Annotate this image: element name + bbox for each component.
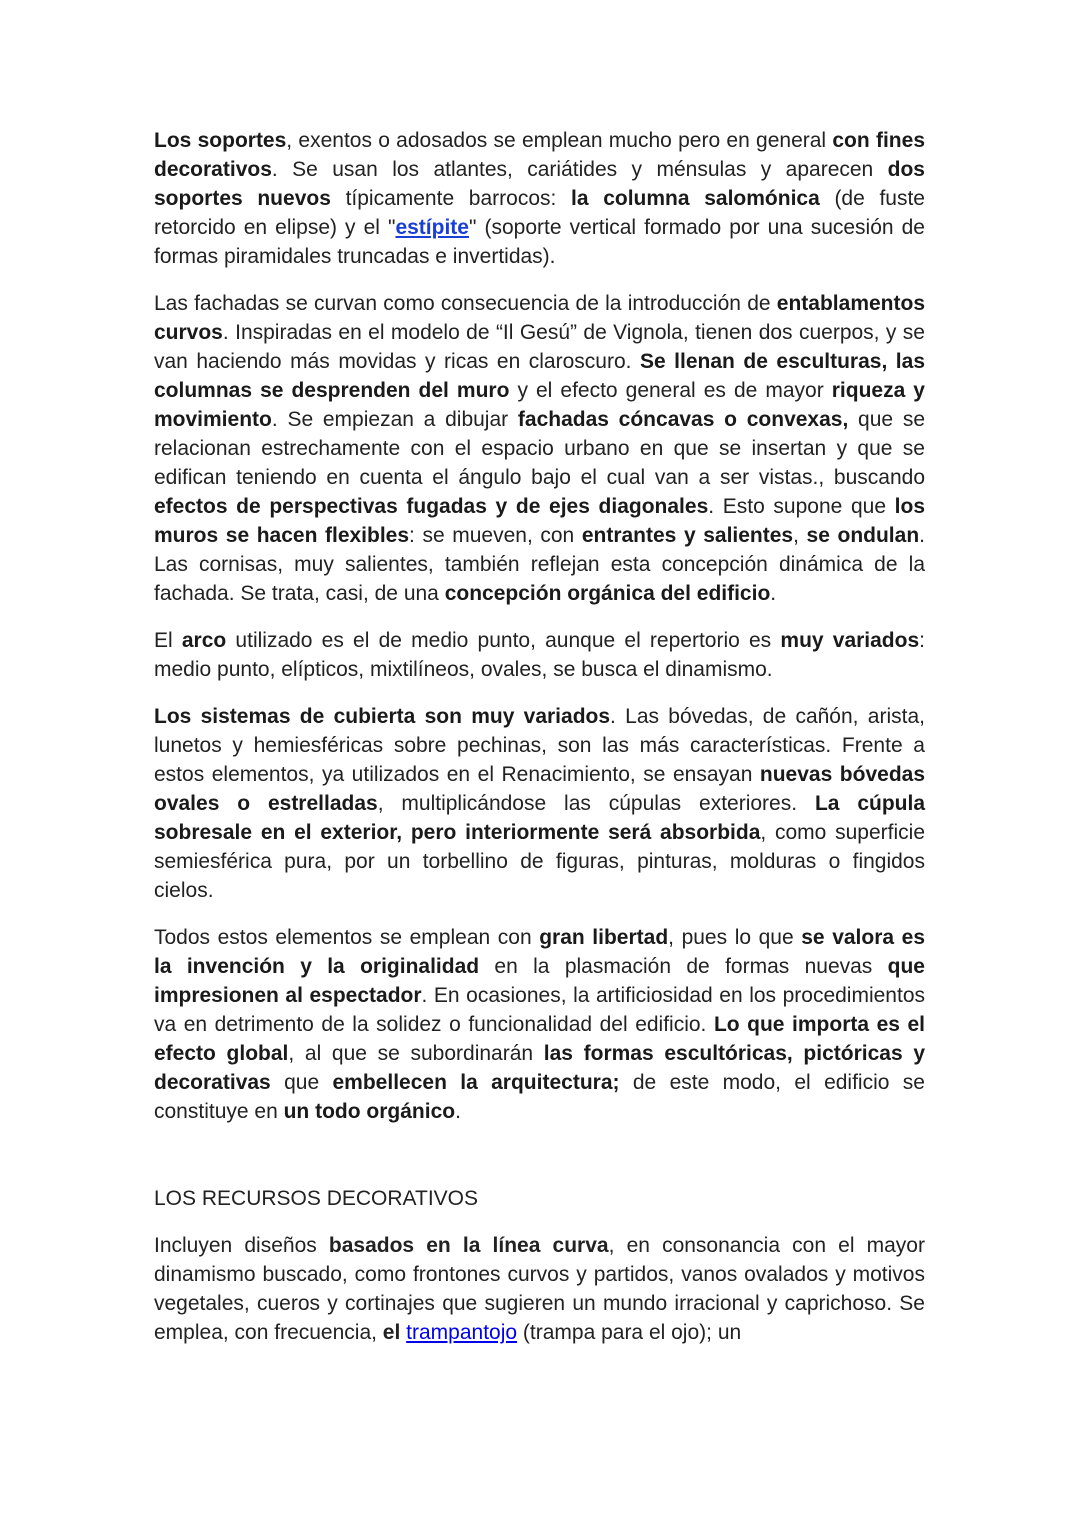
bold-phrase: La cúpula sobresale en el exterior, pero interiormente será absorbida [154,792,925,844]
text-run: , exentos o adosados se emplean mucho pero en general [286,129,833,152]
text-run: Incluyen diseños [154,1234,329,1257]
text-run: . [770,582,777,605]
text-run: típicamente barrocos: [330,187,572,210]
paragraph-libertad [154,923,925,1126]
paragraph-recursos [154,1231,925,1347]
text-run: Las fachadas se curvan como consecuencia de la introducción de [154,292,777,315]
bold-phrase: que impresionen al espectador [154,955,925,1007]
bold-phrase: entablamentos curvos [154,292,925,344]
bold-phrase: dos soportes nuevos [154,158,925,210]
document-page [154,126,925,1347]
bold-phrase: nuevas bóvedas ovales o estrelladas [154,763,926,815]
paragraph-cubierta [154,702,925,905]
text-run: , [793,524,807,547]
paragraph-soportes [154,126,925,271]
text-run: " (soporte vertical formado por una sucesión de formas piramidales truncadas e invertidas). [154,216,925,268]
bold-phrase: concepción orgánica del edificio [444,582,771,605]
text-run: que se relacionan estrechamente con el espacio urbano en que se insertan y que se edifican teniendo en cuenta el ángulo bajo el cual van a ser vistas., buscando [154,408,926,489]
text-run: utilizado es el de medio punto, aunque el repertorio es [226,629,781,652]
bold-phrase: arco [181,629,227,652]
text-run: que [270,1071,333,1094]
bold-phrase: entrantes y salientes [581,524,794,547]
bold-phrase: gran libertad [539,926,669,949]
text-run: . Inspiradas en el modelo de “Il Gesú” de Vignola, tienen dos cuerpos, y se van haciendo más movidas y ricas en claroscuro. [154,321,925,373]
term-link[interactable]: estípite [395,216,469,239]
bold-phrase: riqueza y movimiento [154,379,925,431]
bold-phrase: muy variados [780,629,920,652]
text-run: El [154,629,182,652]
bold-phrase: basados en la línea curva [328,1234,609,1257]
bold-phrase: el [382,1321,401,1344]
text-run: , al que se subordinarán [288,1042,544,1065]
bold-phrase: Se llenan de esculturas, las columnas se desprenden del muro [154,350,925,402]
text-run: , en consonancia con el mayor dinamismo buscado, como frontones curvos y partidos, vanos ovalados y motivos vegetales, cueros y cortinajes que sugieren un mundo irracional y caprichoso. Se emplea, con frecuencia, [154,1234,925,1344]
paragraph-arco [154,626,925,684]
text-run: Todos estos elementos se emplean con [154,926,540,949]
text-run: : se mueven, con [409,524,582,547]
text-run: . [455,1100,461,1123]
section-heading: LOS RECURSOS DECORATIVOS [154,1187,479,1210]
bold-phrase: las formas escultóricas, pictóricas y decorativas [154,1042,925,1094]
bold-phrase: embellecen la arquitectura; [332,1071,620,1094]
bold-phrase: Los soportes [154,129,287,152]
text-run: y el efecto general es de mayor [509,379,832,402]
text-run: , como superficie semiesférica pura, por un torbellino de figuras, pinturas, molduras o fingidos cielos. [154,821,925,902]
bold-phrase: un todo orgánico [283,1100,456,1123]
bold-phrase: fachadas cóncavas o convexas, [517,408,849,431]
paragraph-fachadas [154,289,925,608]
text-run: , multiplicándose las cúpulas exteriores. [377,792,815,815]
text-run: : medio punto, elípticos, mixtilíneos, ovales, se busca el dinamismo. [154,629,925,681]
text-run: , pues lo que [668,926,802,949]
bold-phrase: efectos de perspectivas fugadas y de ejes diagonales [154,495,709,518]
text-run: (de fuste retorcido en elipse) y el " [154,187,925,239]
text-run: de este modo, el edificio se constituye en [154,1071,925,1123]
text-run: . Se empiezan a dibujar [271,408,518,431]
bold-phrase: se valora es la invención y la originalidad [154,926,926,978]
text-run: . Las bóvedas, de cañón, arista, lunetos y hemiesféricas sobre pechinas, son las más características. Frente a estos elementos, ya utilizados en el Renacimiento, se ensayan [154,705,925,786]
bold-phrase: Lo que importa es el efecto global [154,1013,925,1065]
bold-phrase: con fines decorativos [154,129,925,181]
bold-phrase: se ondulan [806,524,920,547]
text-run: . Se usan los atlantes, cariátides y ménsulas y aparecen [271,158,888,181]
bold-phrase: la columna salomónica [571,187,820,210]
bold-phrase: los muros se hacen flexibles [154,495,925,547]
text-run: en la plasmación de formas nuevas [479,955,888,978]
bold-phrase: Los sistemas de cubierta son muy variados [154,705,611,728]
text-run: . Las cornisas, muy salientes, también reflejan esta concepción dinámica de la fachada. Se trata, casi, de una [154,524,925,605]
text-run: (trampa para el ojo); un [517,1321,742,1344]
text-run: . Esto supone que [708,495,895,518]
text-run: . En ocasiones, la artificiosidad en los procedimientos va en detrimento de la solidez o funcionalidad del edificio. [154,984,925,1036]
term-link[interactable]: trampantojo [406,1321,518,1344]
